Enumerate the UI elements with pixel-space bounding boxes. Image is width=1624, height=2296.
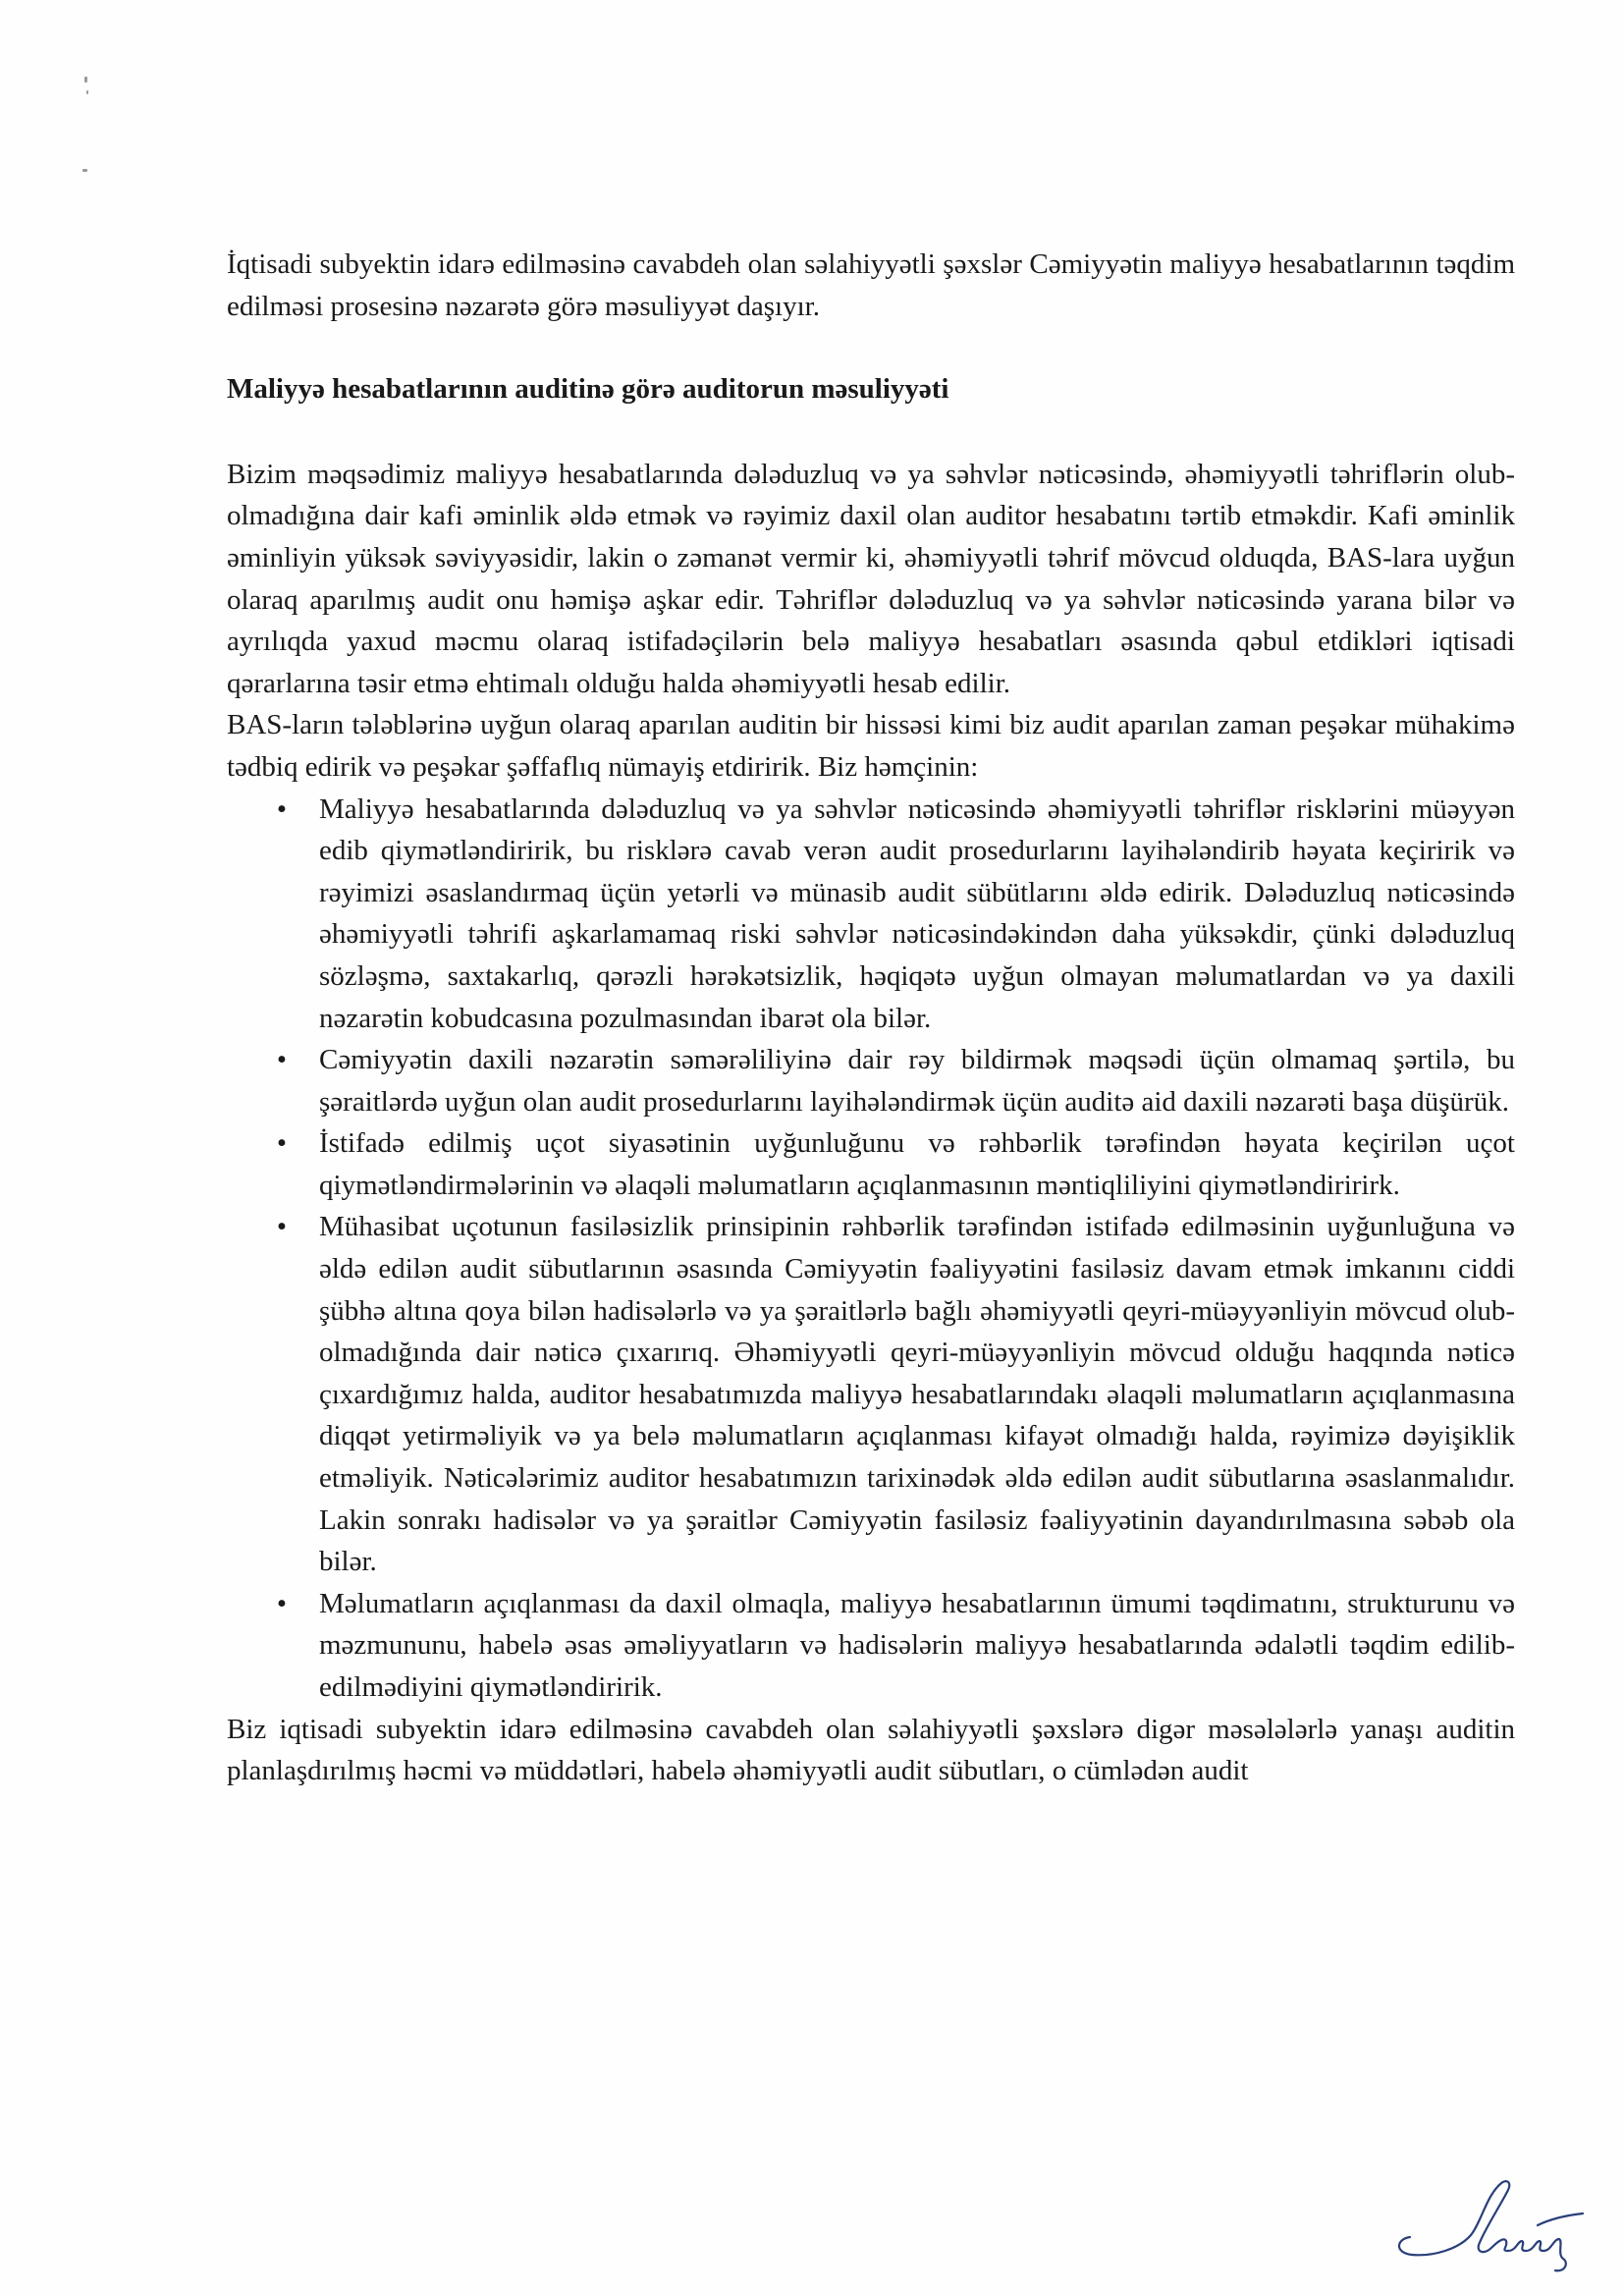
procedures-list — [227, 789, 1515, 1709]
list-item-text: Maliyyə hesabatlarında dələduzluq və ya səhvlər nəticəsində əhəmiyyətli təhriflər risklərini müəyyən edib qiymətləndiririk, bu risklərə cavab verən audit prosedurlarını layihələndirib həyata keçiririk və rəyimizi əsaslandırmaq üçün yetərli və münasib audit sübütlarını əldə edirik. Dələduzluq nəticəsində əhəmiyyətli təhrifi aşkarlamamaq riski səhvlər nəticəsindəkindən daha yüksəkdir, çünki dələduzluq sözləşmə, saxtakarlıq, qərəzli hərəkətsizlik, həqiqətə uyğun olmayan məlumatlardan və ya daxili nəzarətin kobudcasına pozulmasından ibarət ola bilər. — [319, 793, 1515, 1034]
judgment-paragraph: BAS-ların tələblərinə uyğun olaraq aparılan auditin bir hissəsi kimi biz audit aparılan zaman peşəkar mühakimə tədbiq edirik və peşəkar şəffaflıq nümayiş etdiririk. Biz həmçinin: — [227, 709, 1515, 783]
bullet-icon: • — [276, 1044, 288, 1076]
bullet-icon: • — [276, 1127, 288, 1160]
section-heading: Maliyyə hesabatlarının auditinə görə auditorun məsuliyyəti — [227, 373, 949, 406]
intro-paragraph: İqtisadi subyektin idarə edilməsinə cavabdeh olan səlahiyyətli şəxslər Cəmiyyətin maliyyə hesabatlarının təqdim edilməsi prosesinə nəzarətə görə məsuliyyət daşıyır. — [227, 248, 1515, 322]
list-item — [227, 1039, 1515, 1122]
list-item-text: Mühasibat uçotunun fasiləsizlik prinsipinin rəhbərlik tərəfindən istifadə edilməsinin uyğunluğuna və əldə edilən audit sübutlarının əsasında Cəmiyyətin fəaliyyətini fasiləsiz davam etmək imkanını ciddi şübhə altına qoya bilən hadisələrlə və ya şəraitlərlə bağlı əhəmiyyətli qeyri-müəyyənliyin mövcud olub-olmadığında dair nəticə çıxarırıq. Əhəmiyyətli qeyri-müəyyənliyin mövcud olduğu haqqında nəticə çıxardığımız halda, auditor hesabatımızda maliyyə hesabatlarındakı əlaqəli məlumatların açıqlanmasına diqqət yetirməliyik və ya belə məlumatların açıqlanması kifayət olmadığı halda, rəyimizə dəyişiklik etməliyik. Nəticələrimiz auditor hesabatımızın tarixinədək əldə edilən audit sübutlarına əsaslanmalıdır. Lakin sonrakı hadisələr və ya şəraitlər Cəmiyyətin fasiləsiz fəaliyyətinin dayandırılmasına səbəb ola bilər. — [319, 1211, 1515, 1578]
handwritten-signature — [1390, 2157, 1587, 2274]
list-item — [227, 1206, 1515, 1582]
list-item-text: Cəmiyyətin daxili nəzarətin səmərəliliyinə dair rəy bildirmək məqsədi üçün olmamaq şərtilə, bu şəraitlərdə uyğun olan audit prosedurlarını layihələndirmək üçün auditə aid daxili nəzarəti başa düşürük. — [319, 1044, 1515, 1118]
list-item-text: İstifadə edilmiş uçot siyasətinin uyğunluğunu və rəhbərlik tərəfindən həyata keçirilən uçot qiymətləndirmələrinin və əlaqəli məlumatların açıqlanmasının məntiqliliyini qiymətləndiririrk. — [319, 1127, 1515, 1201]
scan-speck — [86, 90, 88, 94]
closing-paragraph: Biz iqtisadi subyektin idarə edilməsinə cavabdeh olan səlahiyyətli şəxslərə digər məsələlərlə yanaşı auditin planlaşdırılmış həcmi və müddətləri, habelə əhəmiyyətli audit sübutları, o cümlədən audit — [227, 1713, 1515, 1787]
document-body — [227, 244, 1515, 1792]
bullet-icon: • — [276, 1587, 288, 1619]
objective-paragraph: Bizim məqsədimiz maliyyə hesabatlarında dələduzluq və ya səhvlər nəticəsində, əhəmiyyətli təhriflərin olub-olmadığına dair kafi əminlik əldə etmək və rəyimiz daxil olan auditor hesabatını tərtib etməkdir. Kafi əminlik əminliyin yüksək səviyyəsidir, lakin o zəmanət vermir ki, əhəmiyyətli təhrif mövcud olduqda, BAS-lara uyğun olaraq aparılmış audit onu həmişə aşkar edir. Təhriflər dələduzluq və ya səhvlər nəticəsində yarana bilər və ayrılıqda yaxud məcmu olaraq istifadəçilərin belə maliyyə hesabatları əsasında qəbul etdikləri iqtisadi qərarlarına təsir etmə ehtimalı olduğu halda əhəmiyyətli hesab edilir. — [227, 458, 1515, 699]
bullet-icon: • — [276, 1211, 288, 1243]
list-item — [227, 789, 1515, 1040]
list-item — [227, 1122, 1515, 1206]
bullet-icon: • — [276, 793, 288, 825]
list-item — [227, 1583, 1515, 1709]
scan-speck — [82, 169, 87, 172]
scan-speck — [84, 77, 87, 82]
list-item-text: Məlumatların açıqlanması da daxil olmaqla, maliyyə hesabatlarının ümumi təqdimatını, strukturunu və məzmununu, habelə əsas əməliyyatların və hadisələrin maliyyə hesabatlarında ədalətli təqdim edilib-edilmədiyini qiymətləndiririk. — [319, 1587, 1515, 1703]
